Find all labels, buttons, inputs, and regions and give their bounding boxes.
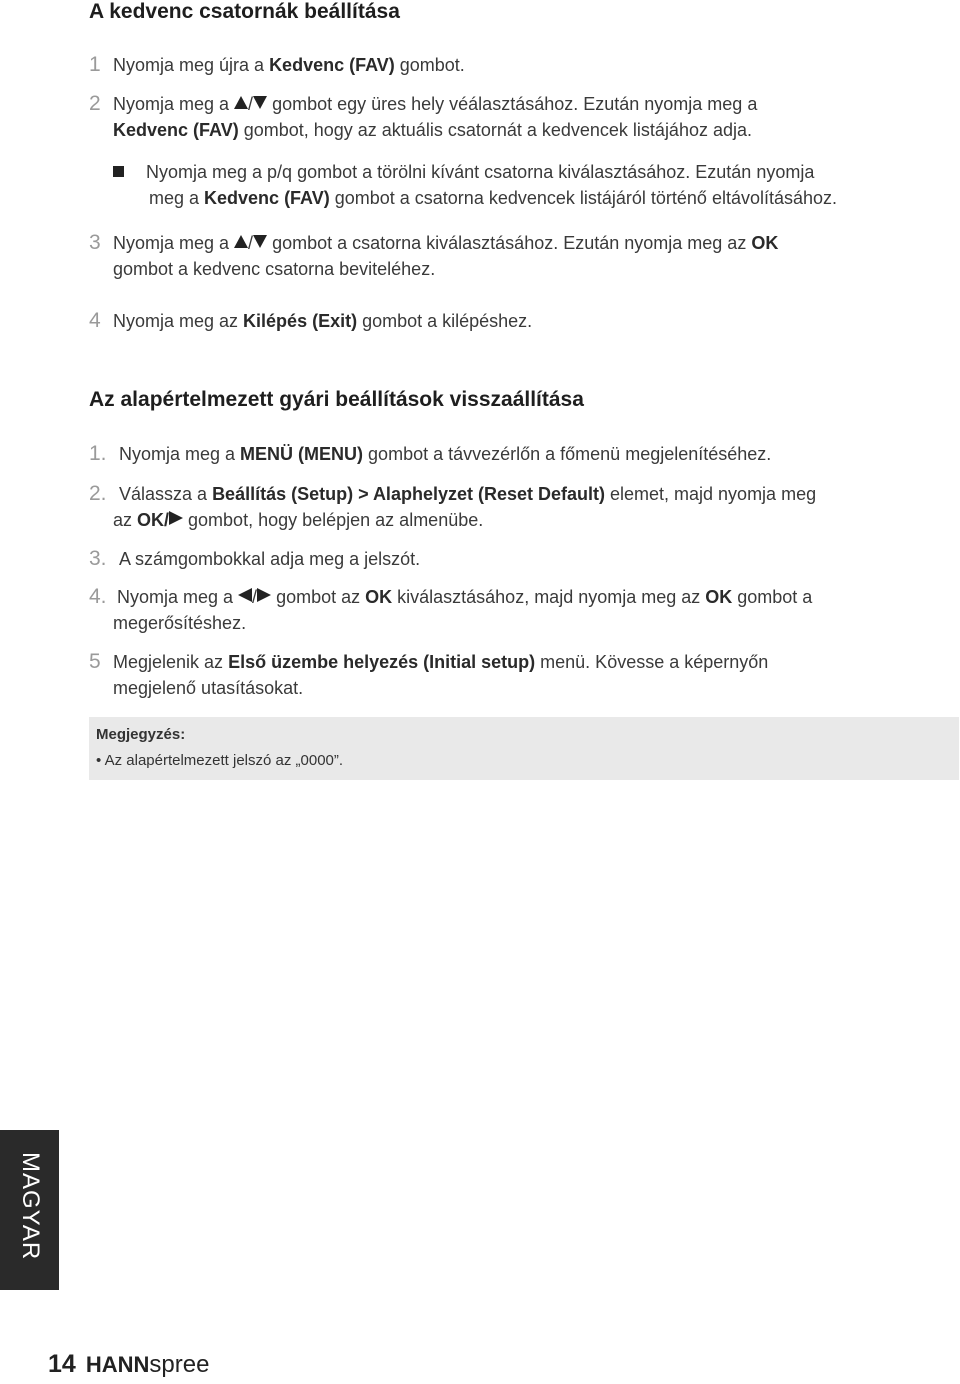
- brand-logo-light: spree: [149, 1351, 210, 1378]
- up-triangle-icon: [234, 235, 248, 248]
- section-title-reset: Az alapértelmezett gyári beállítások visszaállítása: [89, 388, 584, 411]
- step-number: 3: [89, 231, 101, 254]
- reset-step-2: [89, 481, 816, 507]
- step-text: Nyomja meg a / gombot egy üres hely véálasztásához. Ezután nyomja meg a: [113, 94, 758, 114]
- reset-step-3: [89, 546, 420, 572]
- note-item: • Az alapértelmezett jelszó az „0000”.: [96, 752, 344, 769]
- left-triangle-icon: [238, 588, 252, 602]
- right-triangle-icon: [169, 511, 183, 525]
- fav-step-2: [89, 91, 757, 117]
- reset-step-4: [89, 584, 812, 610]
- reset-step-5: [89, 649, 768, 675]
- brand-logo-bold: HANN: [85, 1352, 150, 1377]
- step-number: 2: [89, 92, 101, 115]
- fav-bullet-line-2: meg a Kedvenc (FAV) gombot a csatorna kedvencek listájáról történő eltávolításához.: [149, 188, 838, 208]
- right-triangle-icon: [257, 588, 271, 602]
- section-title-favorites: A kedvenc csatornák beállítása: [89, 0, 400, 23]
- language-label: MAGYAR: [17, 1152, 44, 1261]
- step-text: Megjelenik az Első üzembe helyezés (Initial setup) menü. Kövesse a képernyőn: [113, 652, 769, 672]
- up-triangle-icon: [234, 96, 248, 109]
- fav-step-3-line-2: gombot a kedvenc csatorna beviteléhez.: [113, 259, 436, 279]
- step-number: 5: [89, 650, 101, 673]
- fav-step-4: [89, 308, 532, 334]
- fav-bullet: Nyomja meg a p/q gombot a törölni kívánt csatorna kiválasztásához. Ezután nyomja: [113, 159, 814, 185]
- fav-step-1: [89, 52, 465, 78]
- fav-step-2-line-2: Kedvenc (FAV) gombot, hogy az aktuális csatornát a kedvencek listájához adja.: [113, 120, 753, 140]
- reset-step-1: [89, 441, 771, 467]
- step-number: 1: [89, 53, 101, 76]
- step-text: Nyomja meg újra a Kedvenc (FAV) gombot.: [113, 55, 465, 75]
- step-text: Nyomja meg az Kilépés (Exit) gombot a kilépéshez.: [113, 311, 533, 331]
- down-triangle-icon: [253, 96, 267, 109]
- step-text: A számgombokkal adja meg a jelszót.: [119, 549, 421, 569]
- reset-step-2-line-2: az OK/ gombot, hogy belépjen az almenübe.: [113, 510, 484, 530]
- reset-step-5-line-2: megjelenő utasításokat.: [113, 678, 304, 698]
- step-text: Nyomja meg a / gombot az OK kiválasztásához, majd nyomja meg az OK gombot a: [117, 587, 813, 607]
- step-text: Nyomja meg a / gombot a csatorna kiválasztásához. Ezután nyomja meg az OK: [113, 233, 779, 253]
- step-text: Nyomja meg a MENÜ (MENU) gombot a távvezérlőn a főmenü megjelenítéséhez.: [119, 444, 772, 464]
- step-text: Válassza a Beállítás (Setup) > Alaphelyzet (Reset Default) elemet, majd nyomja meg: [119, 484, 817, 504]
- page-number: 14: [48, 1350, 76, 1378]
- step-number: 4.: [89, 585, 107, 608]
- step-number: 4: [89, 309, 101, 332]
- square-bullet-icon: [113, 166, 124, 177]
- note-box: [89, 717, 959, 780]
- language-side-tab: [0, 1130, 59, 1290]
- fav-step-3: [89, 230, 778, 256]
- step-number: 3.: [89, 547, 107, 570]
- down-triangle-icon: [253, 235, 267, 248]
- page-footer: [48, 1350, 209, 1379]
- note-title: Megjegyzés:: [96, 726, 186, 743]
- step-number: 1.: [89, 442, 107, 465]
- step-number: 2.: [89, 482, 107, 505]
- reset-step-4-line-2: megerősítéshez.: [113, 613, 247, 633]
